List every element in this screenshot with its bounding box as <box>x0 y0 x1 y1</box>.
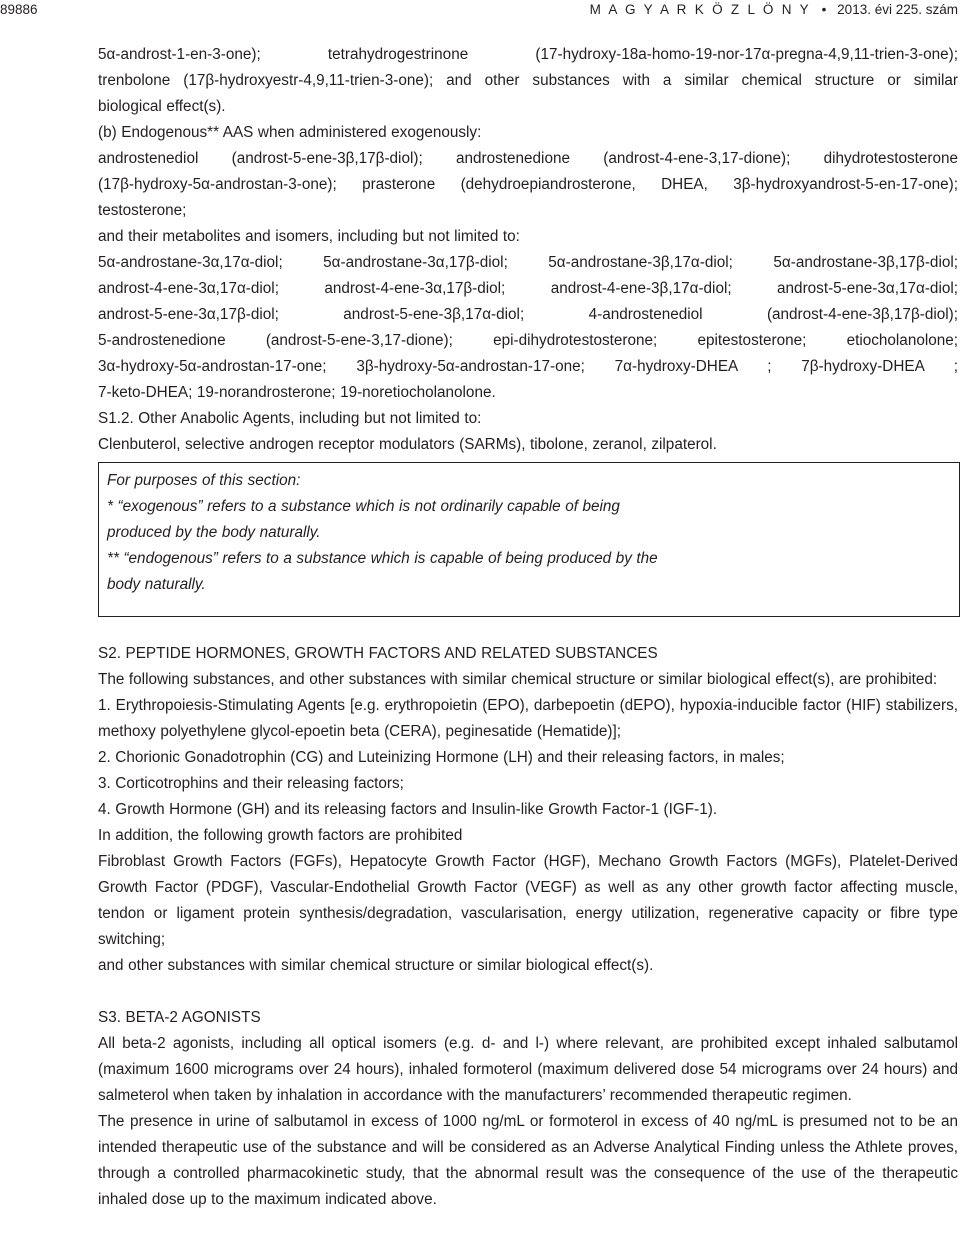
s3-paragraph-1: All beta-2 agonists, including all optical isomers (e.g. d- and l-) where relevant, are prohibited except inhaled salbutamol (maximum 1600 micrograms over 24 hours), inhaled formoterol (maximum delivered dose 54 micrograms over 24 hours) and salmeterol when taken by inhalation in accordance with the manufacturers’ recommended therapeutic regimen. <box>98 1035 958 1104</box>
s3-heading: S3. BETA-2 AGONISTS <box>98 1009 261 1026</box>
s2-item-4: 4. Growth Hormone (GH) and its releasing factors and Insulin-like Growth Factor-1 (IGF-1). <box>98 801 718 818</box>
s2-addition: In addition, the following growth factors are prohibited <box>98 827 463 844</box>
endogenous-list-line-1: androstenediol (androst-5-ene-3β,17β-diol); androstenedione (androst-4-ene-3,17-dione); dihydrotestosterone <box>98 150 958 167</box>
s2-intro: The following substances, and other substances with similar chemical structure or similar biological effect(s), are prohibited: <box>98 671 938 688</box>
metabolites-line-5: 3α-hydroxy-5α-androstan-17-one; 3β-hydroxy-5α-androstan-17-one; 7α-hydroxy-DHEA ; 7β-hydroxy-DHEA ; <box>98 358 958 375</box>
definition-exogenous: * “exogenous” refers to a substance which is not ordinarily capable of being <box>107 498 620 515</box>
s3-paragraph-2: The presence in urine of salbutamol in excess of 1000 ng/mL or formoterol in excess of 40 ng/mL is presumed not to be an intended therapeutic use of the substance and will be considered as an Adverse Analytical Finding unless the Athlete proves, through a controlled pharmacokinetic study, that the abnormal result was the consequence of the use of the therapeutic inhaled dose up to the maximum indicated above. <box>98 1113 958 1208</box>
page-number: 89886 <box>0 2 38 17</box>
s2-item-1: 1. Erythropoiesis-Stimulating Agents [e.g. erythropoietin (EPO), darbepoetin (dEPO), hypoxia-inducible factor (HIF) stabilizers, methoxy polyethylene glycol-epoetin beta (CERA), peginesatide (Hematide)]; <box>98 697 958 740</box>
s2-growth-factors: Fibroblast Growth Factors (FGFs), Hepatocyte Growth Factor (HGF), Mechano Growth Factors (MGFs), Platelet-Derived Growth Factor (PDGF), Vascular-Endothelial Growth Factor (VEGF) as well as any other growth factor affecting muscle, tendon or ligament protein synthesis/degradation, vascularisation, energy utilization, regenerative capacity or fibre type switching; <box>98 853 958 948</box>
definitions-box <box>98 462 960 617</box>
metabolites-line-4: 5-androstenedione (androst-5-ene-3,17-dione); epi-dihydrotestosterone; epitestosterone; etiocholanolone; <box>98 332 958 349</box>
metabolites-line-3: androst-5-ene-3α,17β-diol; androst-5-ene-3β,17α-diol; 4-androstenediol (androst-4-ene-3β,17β-diol); <box>98 306 958 323</box>
definition-endogenous-cont: body naturally. <box>107 576 206 593</box>
s1-2-title: S1.2. Other Anabolic Agents, including but not limited to: <box>98 410 482 427</box>
journal-info <box>590 2 958 17</box>
s2-heading: S2. PEPTIDE HORMONES, GROWTH FACTORS AND RELATED SUBSTANCES <box>98 645 658 662</box>
s1-2-text: Clenbuterol, selective androgen receptor modulators (SARMs), tibolone, zeranol, zilpaterol. <box>98 436 717 453</box>
s2-item-2: 2. Chorionic Gonadotrophin (CG) and Luteinizing Hormone (LH) and their releasing factors, in males; <box>98 749 785 766</box>
s1-cont-line-2: trenbolone (17β-hydroxyestr-4,9,11-trien-3-one); and other substances with a similar chemical structure or similar <box>98 72 958 89</box>
metabolites-intro: and their metabolites and isomers, including but not limited to: <box>98 228 520 245</box>
metabolites-line-2: androst-4-ene-3α,17α-diol; androst-4-ene-3α,17β-diol; androst-4-ene-3β,17α-diol; androst-5-ene-3α,17α-diol; <box>98 280 958 297</box>
definition-endogenous: ** “endogenous” refers to a substance which is capable of being produced by the <box>107 550 658 567</box>
journal-issue: 2013. évi 225. szám <box>837 2 958 17</box>
definitions-title: For purposes of this section: <box>107 472 301 489</box>
endogenous-intro: (b) Endogenous** AAS when administered exogenously: <box>98 124 482 141</box>
s2-closing: and other substances with similar chemical structure or similar biological effect(s). <box>98 957 654 974</box>
journal-title: M A G Y A R K Ö Z L Ö N Y <box>589 2 811 17</box>
s1-cont-line-1: 5α-androst-1-en-3-one); tetrahydrogestrinone (17-hydroxy-18a-homo-19-nor-17α-pregna-4,9,11-trien-3-one); <box>98 46 958 63</box>
metabolites-line-6: 7-keto-DHEA; 19-norandrosterone; 19-noretiocholanolone. <box>98 384 496 401</box>
definition-exogenous-cont: produced by the body naturally. <box>107 524 321 541</box>
document-body <box>98 42 958 1213</box>
s2-item-3: 3. Corticotrophins and their releasing factors; <box>98 775 404 792</box>
s1-cont-line-3: biological effect(s). <box>98 98 226 115</box>
metabolites-line-1: 5α-androstane-3α,17α-diol; 5α-androstane-3α,17β-diol; 5α-androstane-3β,17α-diol; 5α-androstane-3β,17β-diol; <box>98 254 958 271</box>
section-gap <box>98 979 958 1005</box>
endogenous-list-line-3: testosterone; <box>98 202 187 219</box>
endogenous-list-line-2: (17β-hydroxy-5α-androstan-3-one); prasterone (dehydroepiandrosterone, DHEA, 3β-hydroxyandrost-5-en-17-one); <box>98 176 958 193</box>
page-header <box>0 0 960 22</box>
header-bullet: • <box>821 2 827 17</box>
